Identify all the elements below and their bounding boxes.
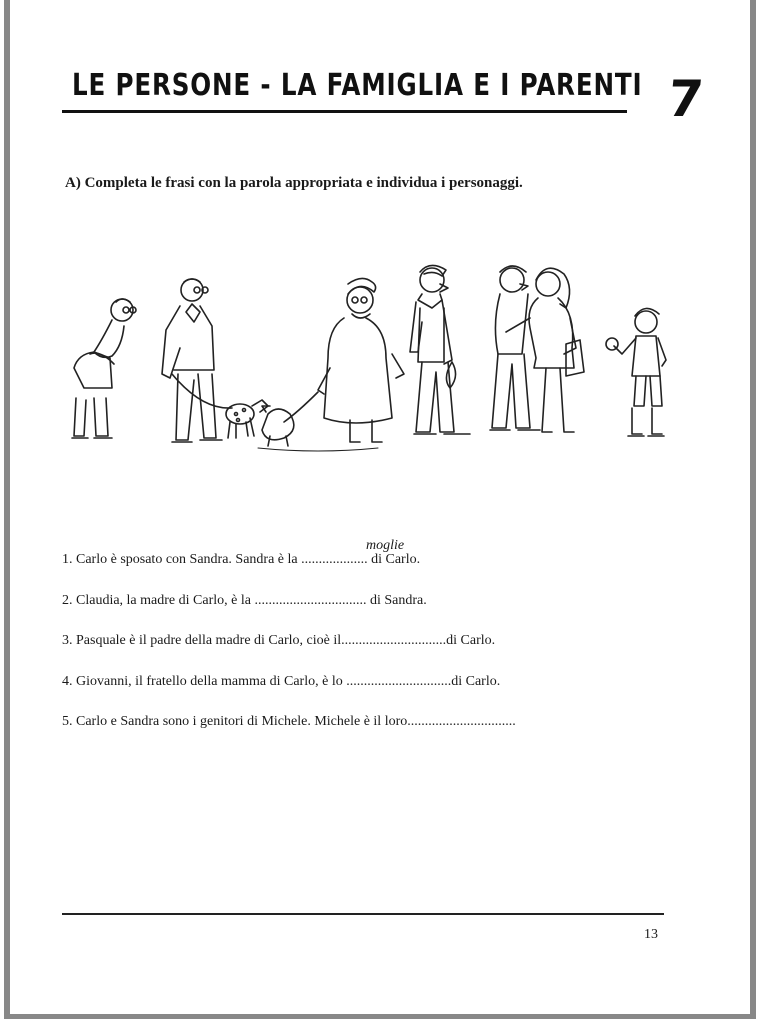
man-with-dog-figure [162, 279, 268, 442]
handwritten-answer: moglie [366, 538, 405, 553]
page-number: 13 [644, 927, 658, 942]
answer-blank[interactable]: ............................... [407, 714, 516, 729]
answer-blank[interactable]: .............................. [341, 633, 447, 648]
page-title: LE PERSONE - LA FAMIGLIA E I PARENTI [72, 68, 643, 103]
exercise-text-after: di Sandra. [366, 592, 427, 608]
exercise-number: 4. [62, 673, 73, 689]
exercise-text-after: di Carlo. [367, 552, 421, 567]
exercise-item [62, 672, 682, 713]
exercise-text-before: Pasquale è il padre della madre di Carlo, cioè il [76, 633, 342, 648]
exercise-text-before: Carlo è sposato con Sandra. Sandra è la [76, 552, 302, 567]
answer-blank[interactable]: ................... [301, 552, 368, 567]
title-underline [62, 110, 627, 113]
exercise-item [62, 712, 682, 753]
exercise-text-before: Carlo e Sandra sono i genitori di Michele. Michele è il loro [76, 714, 408, 729]
couple-figure [490, 266, 584, 432]
carlo-figure [410, 265, 470, 434]
child-figure [606, 308, 666, 436]
exercise-text-after: di Carlo. [451, 673, 501, 689]
footer-rule [62, 913, 664, 915]
answer-blank[interactable]: .............................. [346, 673, 452, 689]
family-illustration [60, 258, 680, 468]
exercise-text-before: Claudia, la madre di Carlo, è la [76, 592, 255, 608]
exercise-text-before: Giovanni, il fratello della mamma di Carlo, è lo [76, 673, 347, 689]
exercise-instruction: A) Completa le frasi con la parola appropriata e individua i personaggi. [65, 175, 523, 191]
grandmother-figure [258, 278, 404, 451]
page-border [4, 0, 756, 1019]
exercise-item [62, 538, 682, 591]
exercise-item [62, 631, 682, 672]
exercise-number: 5. [62, 714, 73, 729]
exercise-number: 3. [62, 633, 73, 648]
exercise-item [62, 591, 682, 632]
answer-blank[interactable]: ................................ [254, 592, 367, 608]
exercise-number: 2. [62, 592, 73, 608]
chapter-number: 7 [664, 70, 706, 128]
exercise-text-after: di Carlo. [446, 633, 496, 648]
grandfather-figure [72, 299, 136, 438]
exercise-list [62, 538, 682, 753]
exercise-number: 1. [62, 552, 73, 567]
